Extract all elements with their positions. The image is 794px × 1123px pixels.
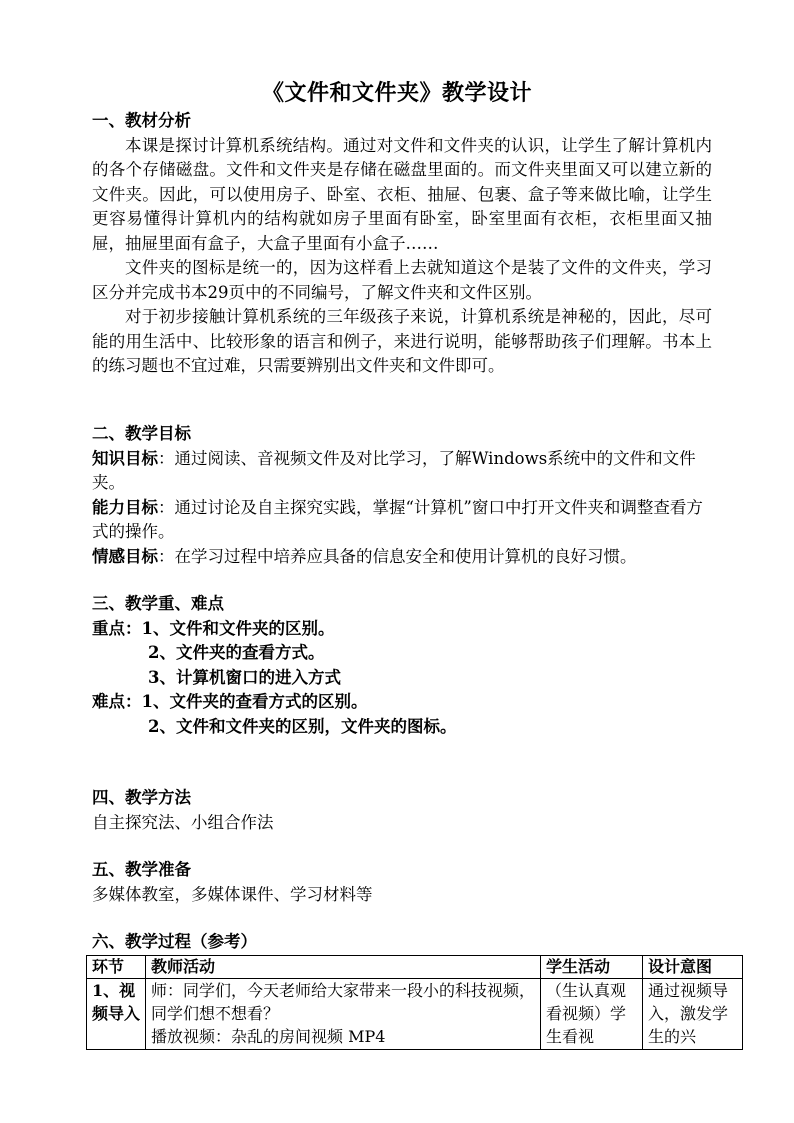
section-heading: 四、教学方法 — [92, 788, 191, 807]
section-heading: 五、教学准备 — [92, 860, 191, 879]
student-activity-cell: （生认真观看视频）学生看视 — [541, 979, 643, 1050]
table-header-row — [87, 956, 743, 979]
objective-text: ：通过讨论及自主探究实践，掌握“计算机”窗口中打开文件夹和调整查看方式的操作。 — [92, 497, 703, 541]
difficult-point-row — [92, 690, 712, 715]
paragraph: 本课是探讨计算机系统结构。通过对文件和文件夹的认识，让学生了解计算机内的各个存储磁盘。文件和文件夹是存储在磁盘里面的。而文件夹里面又可以建立新的文件夹。因此，可以使用房子、卧室、衣柜、抽屉、包裹、盒子等来做比喻，让学生更容易懂得计算机内的结构就如房子里面有卧室，卧室里面有衣柜，衣柜里面又抽屉，抽屉里面有盒子，大盒子里面有小盒子…… — [92, 135, 712, 253]
difficult-label: 难点： — [92, 692, 142, 711]
column-header: 学生活动 — [541, 956, 643, 979]
difficult-point: 1、文件夹的查看方式的区别。 — [141, 692, 368, 711]
objective-label: 情感目标 — [92, 546, 158, 566]
section-heading: 一、教材分析 — [92, 111, 191, 130]
section-heading: 二、教学目标 — [92, 424, 191, 443]
key-point: 1、文件和文件夹的区别。 — [141, 618, 335, 638]
section-textbook-analysis — [92, 109, 712, 379]
section-heading: 六、教学过程（参考） — [92, 932, 257, 951]
paragraph: 文件夹的图标是统一的，因为这样看上去就知道这个是装了文件的文件夹，学习区分并完成书本29页中的不同编号，了解文件夹和文件区别。 — [92, 258, 712, 302]
teacher-activity-line: 播放视频：杂乱的房间视频 MP4 — [151, 1027, 386, 1046]
key-label: 重点： — [92, 618, 142, 638]
section-teaching-objectives — [92, 422, 712, 569]
paragraph: 对于初步接触计算机系统的三年级孩子来说，计算机系统是神秘的，因此，尽可能的用生活中、比较形象的语言和例子，来进行说明，能够帮助孩子们理解。书本上的练习题也不宜过难，只需要辨别出文件夹和文件即可。 — [92, 307, 712, 375]
objective-text: ：在学习过程中培养应具备的信息安全和使用计算机的良好习惯。 — [158, 546, 637, 566]
section-key-difficult-points — [92, 592, 712, 739]
objective-label: 能力目标 — [92, 497, 158, 517]
column-header: 教师活动 — [146, 956, 541, 979]
objective-text: ：通过阅读、音视频文件及对比学习，了解Windows系统中的文件和文件夹。 — [92, 448, 696, 492]
emotion-objective — [92, 545, 712, 570]
document-title: 《文件和文件夹》教学设计 — [261, 80, 532, 106]
section-teaching-preparation — [92, 858, 712, 907]
teacher-activity-line: 师：同学们，今天老师给大家带来一段小的科技视频，同学们想不想看？ — [151, 981, 536, 1023]
column-header: 设计意图 — [643, 956, 743, 979]
ability-objective — [92, 496, 712, 545]
teacher-activity-cell — [146, 979, 541, 1050]
key-point-row — [92, 617, 712, 642]
teaching-process-table — [86, 955, 743, 1050]
section-teaching-methods — [92, 786, 712, 835]
table-row — [87, 979, 743, 1050]
knowledge-objective — [92, 447, 712, 496]
section-heading: 三、教学重、难点 — [92, 594, 224, 613]
preparation-text: 多媒体教室，多媒体课件、学习材料等 — [92, 884, 373, 904]
key-point-row: 3、计算机窗口的进入方式 — [148, 667, 341, 687]
objective-label: 知识目标 — [92, 448, 158, 468]
difficult-point-row: 2、文件和文件夹的区别，文件夹的图标。 — [148, 716, 457, 736]
column-header: 环节 — [87, 956, 146, 979]
key-point-row: 2、文件夹的查看方式。 — [148, 643, 325, 662]
methods-text: 自主探究法、小组合作法 — [92, 812, 274, 832]
stage-cell: 1、视频导入 — [87, 979, 146, 1050]
section-teaching-process — [92, 930, 712, 955]
design-intent-cell: 通过视频导入，激发学生的兴 — [643, 979, 743, 1050]
